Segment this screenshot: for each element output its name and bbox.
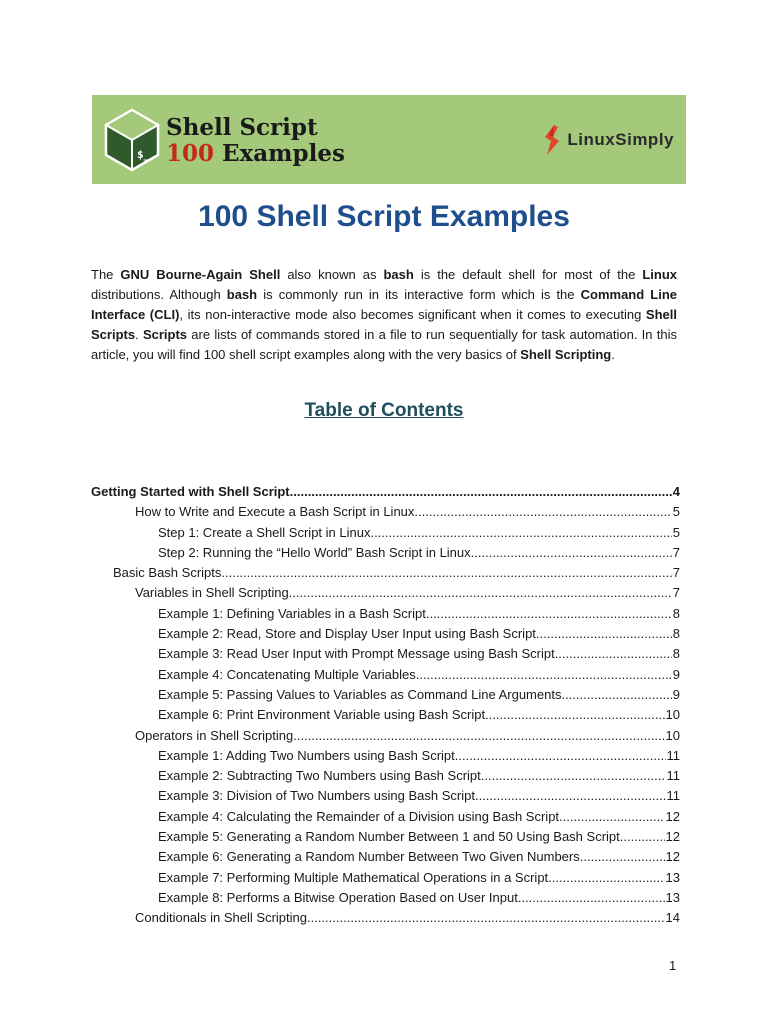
intro-text: .	[611, 347, 615, 362]
intro-bold-term: Command Line Interface (CLI)	[91, 287, 677, 322]
toc-entry[interactable]	[91, 849, 680, 869]
svg-text:$_: $_	[137, 148, 151, 161]
intro-text: is commonly run in its interactive form which is the	[257, 287, 581, 302]
toc-entry-label: Example 6: Generating a Random Number Between Two Given Numbers	[158, 849, 580, 865]
toc-entry-label: Conditionals in Shell Scripting	[135, 910, 307, 926]
toc-entry[interactable]	[91, 585, 680, 605]
toc-leader-dots	[293, 728, 664, 743]
toc-entry[interactable]	[91, 829, 680, 849]
toc-entry[interactable]	[91, 545, 680, 565]
document-title: 100 Shell Script Examples	[198, 200, 570, 233]
intro-bold-term: Shell Scripts	[91, 307, 677, 342]
intro-paragraph	[91, 265, 677, 365]
toc-entry-label: Step 2: Running the “Hello World” Bash Script in Linux	[158, 544, 471, 560]
toc-entry-label: Example 3: Read User Input with Prompt Message using Bash Script	[158, 646, 555, 662]
toc-entry[interactable]	[91, 626, 680, 646]
toc-entry-page: 5	[672, 504, 680, 520]
toc-entry-page: 12	[665, 849, 680, 865]
toc-entry-label: Example 4: Concatenating Multiple Variables	[158, 666, 416, 682]
toc-entry[interactable]	[91, 910, 680, 930]
toc-leader-dots	[536, 626, 672, 641]
toc-leader-dots	[455, 748, 666, 763]
toc-entry-label: Example 6: Print Environment Variable using Bash Script	[158, 707, 486, 723]
toc-leader-dots	[471, 545, 672, 560]
toc-entry-label: Example 5: Passing Values to Variables as Command Line Arguments	[158, 686, 562, 702]
toc-entry-page: 8	[672, 626, 680, 642]
toc-entry-label: Example 1: Adding Two Numbers using Bash Script	[158, 747, 455, 763]
toc-entry[interactable]	[91, 788, 680, 808]
toc-leader-dots	[555, 646, 672, 661]
toc-entry-page: 8	[672, 605, 680, 621]
intro-text: is the default shell for most of the	[413, 267, 643, 282]
toc-leader-dots	[289, 585, 672, 600]
toc-entry-label: Example 7: Performing Multiple Mathematical Operations in a Script	[158, 869, 549, 885]
toc-leader-dots	[548, 870, 664, 885]
table-of-contents	[91, 484, 680, 931]
toc-leader-dots	[475, 788, 666, 803]
brand-name: LinuxSimply	[567, 130, 674, 149]
toc-leader-dots	[561, 687, 671, 702]
toc-entry-label: How to Write and Execute a Bash Script in Linux	[135, 504, 415, 520]
banner-title-line1: Shell Script	[166, 114, 318, 141]
toc-entry[interactable]	[91, 504, 680, 524]
intro-bold-term: bash	[383, 267, 414, 282]
toc-entry-page: 11	[666, 788, 680, 804]
toc-entry-page: 11	[666, 747, 680, 763]
toc-leader-dots	[426, 606, 672, 621]
toc-entry-page: 4	[672, 484, 680, 499]
toc-leader-dots	[620, 829, 665, 844]
toc-entry-label: Example 5: Generating a Random Number Between 1 and 50 Using Bash Script	[158, 829, 620, 845]
toc-entry-page: 11	[666, 768, 680, 784]
linuxsimply-logo	[541, 123, 674, 157]
toc-entry[interactable]	[91, 809, 680, 829]
toc-entry-page: 7	[672, 565, 680, 581]
toc-entry[interactable]	[91, 870, 680, 890]
intro-text: are lists of commands stored in a file to run sequentially for task automation. In this article, you will find 100 shell script examples along with the very basics of	[91, 327, 677, 362]
toc-entry-page: 13	[665, 869, 680, 885]
toc-entry-label: Basic Bash Scripts	[113, 565, 222, 581]
toc-entry[interactable]	[91, 606, 680, 626]
toc-entry[interactable]	[91, 768, 680, 788]
toc-entry-page: 7	[672, 585, 680, 601]
toc-leader-dots	[221, 565, 671, 580]
toc-entry[interactable]	[91, 565, 680, 585]
intro-text: .	[135, 327, 143, 342]
toc-leader-dots	[290, 484, 672, 499]
toc-leader-dots	[370, 525, 671, 540]
toc-entry[interactable]	[91, 667, 680, 687]
banner-title	[166, 115, 345, 167]
toc-entry-page: 12	[665, 829, 680, 845]
toc-leader-dots	[485, 707, 664, 722]
toc-entry-label: Operators in Shell Scripting	[135, 727, 294, 743]
toc-entry-page: 9	[672, 686, 680, 702]
intro-bold-term: Linux	[642, 267, 677, 282]
page-number: 1	[669, 958, 677, 973]
toc-entry-label: Example 4: Calculating the Remainder of a Division using Bash Script	[158, 808, 560, 824]
toc-entry-label: Example 3: Division of Two Numbers using Bash Script	[158, 788, 475, 804]
toc-entry-page: 7	[672, 544, 680, 560]
toc-entry[interactable]	[91, 890, 680, 910]
banner-title-number: 100	[166, 140, 215, 167]
linuxsimply-logo-icon	[541, 123, 563, 157]
toc-entry-label: Example 2: Subtracting Two Numbers using Bash Script	[158, 768, 481, 784]
intro-text: , its non-interactive mode also becomes significant when it comes to executing	[179, 307, 646, 322]
header-banner	[92, 95, 686, 184]
toc-entry-page: 9	[672, 666, 680, 682]
toc-leader-dots	[559, 809, 664, 824]
toc-entry[interactable]	[91, 728, 680, 748]
banner-title-line2	[166, 141, 345, 167]
toc-entry[interactable]	[91, 748, 680, 768]
toc-leader-dots	[518, 890, 665, 905]
intro-bold-term: Scripts	[142, 327, 188, 342]
banner-title-rest: Examples	[214, 140, 345, 167]
toc-entry[interactable]	[91, 525, 680, 545]
toc-entry[interactable]	[91, 687, 680, 707]
shell-cube-icon	[104, 108, 160, 172]
toc-leader-dots	[307, 910, 665, 925]
toc-entry-label: Example 8: Performs a Bitwise Operation Based on User Input	[158, 889, 518, 905]
intro-text: distributions. Although	[91, 287, 227, 302]
toc-entry-label: Example 1: Defining Variables in a Bash Script	[158, 605, 426, 621]
toc-entry-page: 10	[665, 727, 680, 743]
intro-bold-term: bash	[226, 287, 258, 302]
toc-entry-label: Example 2: Read, Store and Display User Input using Bash Script	[158, 626, 536, 642]
toc-entry-page: 14	[665, 910, 680, 926]
intro-text: The	[91, 267, 121, 282]
intro-bold-term: GNU Bourne-Again Shell	[120, 267, 281, 282]
toc-leader-dots	[416, 667, 672, 682]
intro-bold-term: Shell Scripting	[520, 347, 612, 362]
toc-leader-dots	[481, 768, 666, 783]
toc-entry-page: 13	[665, 889, 680, 905]
toc-entry[interactable]	[91, 646, 680, 666]
toc-heading[interactable]: Table of Contents	[304, 400, 464, 421]
toc-entry-page: 8	[672, 646, 680, 662]
toc-entry[interactable]	[91, 707, 680, 727]
toc-entry[interactable]	[91, 484, 680, 504]
intro-text: also known as	[280, 267, 384, 282]
toc-entry-label: Variables in Shell Scripting	[135, 585, 289, 601]
toc-leader-dots	[414, 504, 671, 519]
toc-entry-page: 10	[665, 707, 680, 723]
toc-entry-label: Step 1: Create a Shell Script in Linux	[158, 524, 371, 540]
toc-entry-page: 12	[665, 808, 680, 824]
toc-entry-page: 5	[672, 524, 680, 540]
toc-leader-dots	[580, 849, 665, 864]
toc-entry-label: Getting Started with Shell Script	[91, 484, 290, 499]
